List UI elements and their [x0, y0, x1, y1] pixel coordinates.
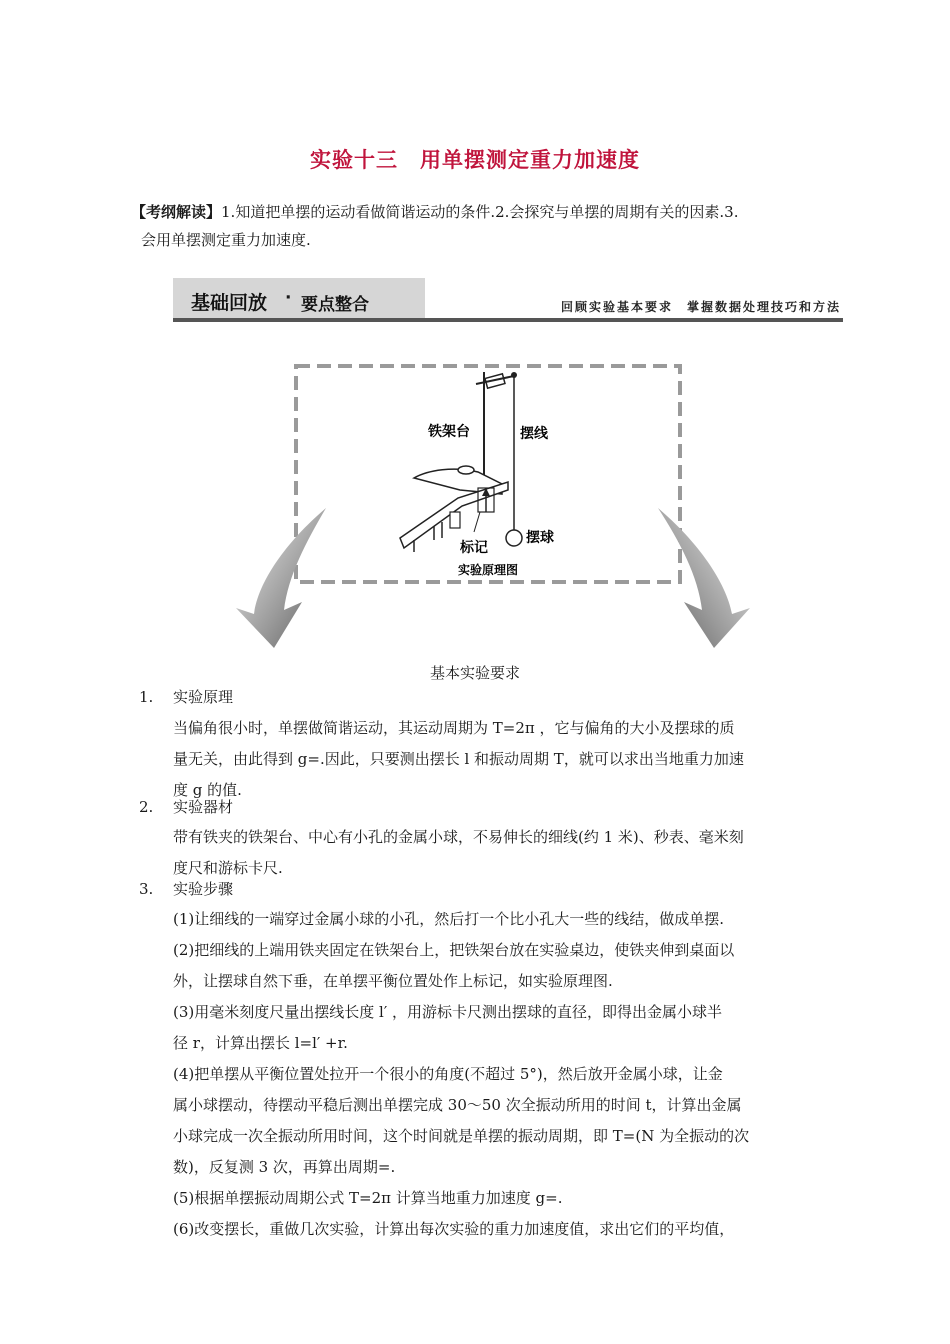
left-curved-arrow-icon	[236, 508, 326, 648]
figure-caption: 实验原理图	[457, 563, 519, 577]
clamp-arm	[476, 376, 514, 384]
procedure-line-8: 小球完成一次全振动所用时间，这个时间就是单摆的振动周期，即 T=(N 为全振动的次	[173, 1127, 750, 1145]
pendulum-ball	[506, 530, 522, 546]
principle-line-2: 量无关，由此得到 g=.因此，只要测出摆长 l 和振动周期 T，就可以求出当地重力加速	[173, 750, 744, 768]
procedure-line-3: 外，让摆球自然下垂，在单摆平衡位置处作上标记，如实验原理图.	[173, 972, 613, 990]
procedure-line-6: (4)把单摆从平衡位置处拉开一个很小的角度(不超过 5°)，然后放开金属小球，让金	[173, 1065, 723, 1083]
label-stand: 铁架台	[428, 424, 470, 440]
section-title: 实验步骤	[173, 880, 234, 898]
principle-text	[173, 713, 843, 806]
outline-text-1: 1.知道把单摆的运动看做简谐运动的条件.2.会探究与单摆的周期有关的因素.3.	[221, 203, 739, 221]
equipment-line-2: 度尺和游标卡尺.	[173, 859, 283, 877]
pendulum-figure	[228, 362, 758, 652]
banner-tagline: 回顾实验基本要求 掌握数据处理技巧和方法	[560, 300, 841, 314]
procedure-line-10: (5)根据单摆振动周期公式 T=2π 计算当地重力加速度 g=.	[173, 1189, 563, 1207]
procedure-line-4: (3)用毫米刻度尺量出摆线长度 l′ ，用游标卡尺测出摆球的直径，即得出金属小球半	[173, 1003, 722, 1021]
banner-title: 基础回放	[191, 292, 268, 314]
banner-rule	[173, 318, 843, 322]
section-number: 1.	[139, 688, 154, 706]
procedure-line-5: 径 r，计算出摆长 l=l′ +r.	[173, 1034, 348, 1052]
section-number: 2.	[139, 798, 154, 816]
procedure-text	[173, 904, 843, 1245]
label-string: 摆线	[520, 426, 548, 442]
outline-line-2: 会用单摆测定重力加速度.	[141, 231, 311, 249]
label-ball: 摆球	[526, 530, 554, 546]
syllabus-outline	[131, 198, 831, 254]
right-curved-arrow-icon	[658, 508, 750, 648]
procedure-line-7: 属小球摆动，待摆动平稳后测出单摆完成 30～50 次全振动所用的时间 t，计算出金属	[173, 1096, 742, 1114]
procedure-line-11: (6)改变摆长，重做几次实验，计算出每次实验的重力加速度值，求出它们的平均值，	[173, 1220, 735, 1238]
dashed-frame	[296, 366, 680, 582]
section-heading: 基本实验要求	[429, 664, 520, 682]
procedure-line-1: (1)让细线的一端穿过金属小球的小孔，然后打一个比小孔大一些的线结，做成单摆.	[173, 910, 725, 928]
section-banner	[173, 278, 843, 324]
banner-dot: ·	[285, 288, 292, 308]
equipment-line-1: 带有铁夹的铁架台、中心有小孔的金属小球，不易伸长的细线(约 1 米)、秒表、毫米刻	[173, 828, 744, 846]
banner-subtitle: 要点整合	[301, 295, 369, 315]
outline-tag: 【考纲解读】	[131, 203, 222, 221]
page-title: 实验十三 用单摆测定重力加速度	[310, 148, 640, 172]
equipment-text	[173, 822, 843, 884]
procedure-line-2: (2)把细线的上端用铁夹固定在铁架台上，把铁架台放在实验桌边，使铁夹伸到桌面以	[173, 941, 735, 959]
experiment-diagram	[228, 362, 758, 652]
outline-line-1	[131, 198, 831, 226]
principle-line-1: 当偏角很小时，单摆做简谐运动，其运动周期为 T=2π ，它与偏角的大小及摆球的质	[173, 719, 735, 737]
procedure-line-9: 数)，反复测 3 次，再算出周期=.	[173, 1158, 396, 1176]
principle-line-3: 度 g 的值.	[173, 781, 242, 799]
section-number: 3.	[139, 880, 154, 898]
section-title: 实验器材	[173, 798, 234, 816]
section-title: 实验原理	[173, 688, 234, 706]
label-mark: 标记	[460, 540, 488, 556]
